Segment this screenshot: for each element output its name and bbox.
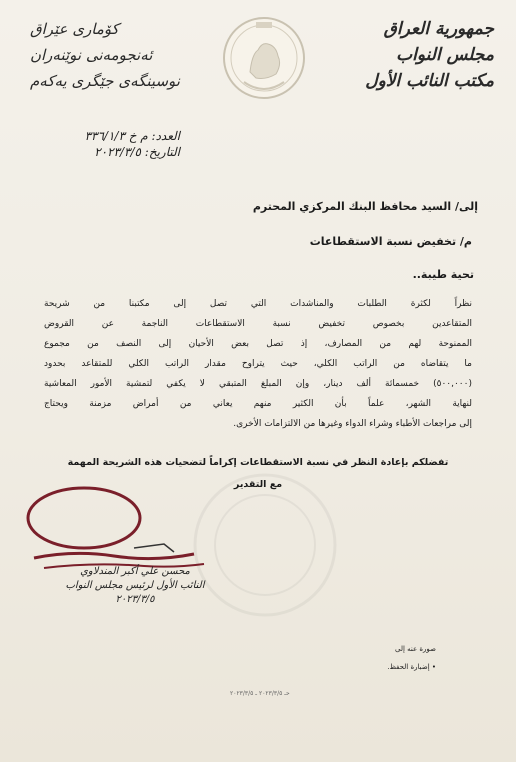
body-line: (٥٠٠,٠٠٠) خمسمائة ألف دينار، وإن المبلغ المتبقي لا يكفي لتمشية الأمور المعاشية (44, 379, 472, 389)
closing-regards: مع التقدير (233, 479, 283, 490)
letterhead-line-council: مجلس النواب (396, 45, 494, 65)
footer-code: حـ ٢٠٢٣/٣/٥ ـ ٢٠٢٣/٣/٥ (230, 690, 290, 697)
copies-heading: صورة عنه إلى (394, 645, 436, 653)
greeting-line: تحية طيبة.. (412, 268, 474, 281)
kurdish-letterhead (30, 16, 180, 94)
body-line: إلى مراجعات الأطباء وشراء الدواء وغيرها من الالتزامات الأخرى. (233, 419, 472, 429)
letterhead-kurdish-office: نوسینگەی جێگری یەکەم (30, 72, 180, 90)
letterhead-kurdish-country: کۆماری عێراق (30, 20, 119, 38)
letterhead-kurdish-council: ئەنجومەنی نوێنەران (30, 46, 153, 64)
subject-line: م/ تخفيض نسبة الاستقطاعات (309, 235, 472, 248)
copies-block (387, 640, 436, 676)
body-line: لنهاية الشهر، علماً بأن الكثير منهم يعاني من أمراض مزمنة ويحتاج (44, 399, 472, 409)
body-line: المتقاعدين بخصوص تخفيض نسبة الاستقطاعات الناجمة عن القروض (44, 319, 472, 329)
reference-block (40, 128, 180, 160)
letterhead-line-country: جمهورية العراق (383, 19, 494, 39)
copies-item: • إضبارة الحفظ. (387, 663, 436, 671)
recipient-line: إلى/ السيد محافظ البنك المركزي المحترم (252, 200, 478, 213)
signer-date: ٢٠٢٣/٣/٥ (115, 594, 155, 605)
iraq-parliament-emblem (222, 12, 306, 104)
reference-number: العدد: م خ ٣٣٦/١/٣ (84, 129, 180, 143)
signer-block (60, 565, 210, 607)
signer-name: محسن علي أكبر المندلاوي (80, 566, 190, 577)
letterhead-line-office: مكتب النائب الأول (365, 71, 494, 91)
closing-request: تفضلكم بإعادة النظر في نسبة الاستقطاعات إكراماً لتضحيات هذه الشريحة المهمة (67, 457, 449, 468)
reference-date: التاريخ: ٢٠٢٣/٣/٥ (94, 145, 180, 159)
arabic-letterhead (344, 16, 494, 94)
body-line: الممنوحة لهم من المصارف، إذ تصل بعض الأحيان إلى النصف من مجموع (44, 339, 472, 349)
body-line: ما يتقاضاه من الراتب الكلي، حيث يتراوح مقدار الراتب الكلي للمتقاعد بحدود (44, 359, 472, 369)
letter-body (44, 294, 472, 434)
signer-title: النائب الأول لرئيس مجلس النواب (65, 580, 205, 591)
body-line: نظراً لكثرة الطلبات والمناشدات التي تصل إلى مكتبنا من شريحة (44, 299, 472, 309)
